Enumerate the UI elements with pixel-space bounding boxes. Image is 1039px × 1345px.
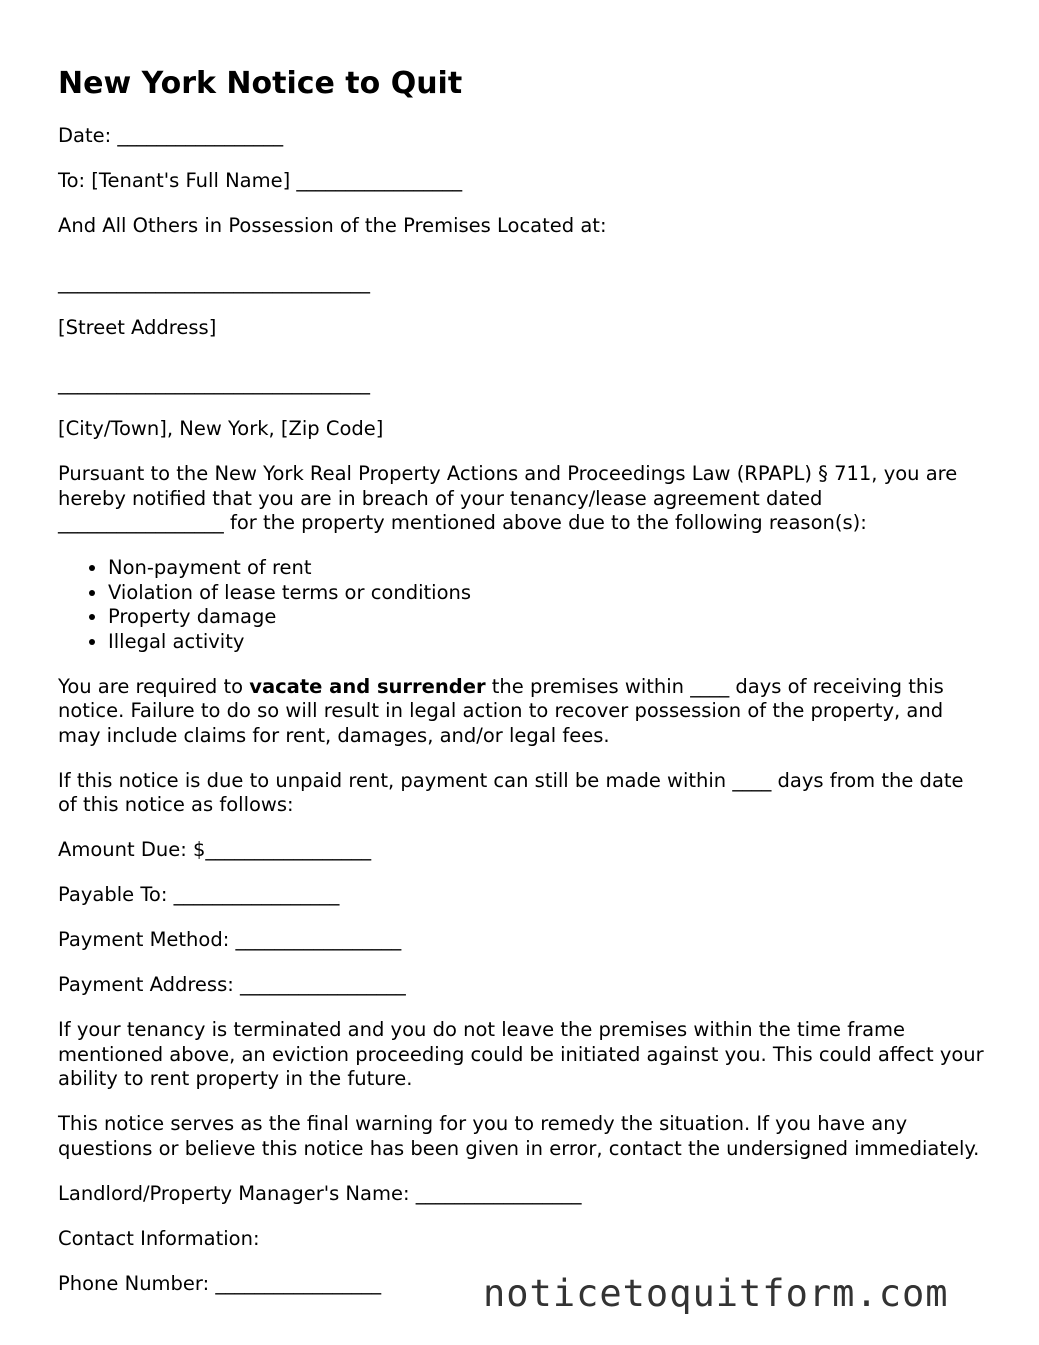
city-state-zip-label: [City/Town], New York, [Zip Code] [58, 417, 384, 440]
phone-number-line: Phone Number: _________________ [58, 1271, 382, 1295]
landlord-name-line: Landlord/Property Manager's Name: _________________ [58, 1181, 582, 1205]
terminated-paragraph: If your tenancy is terminated and you do not leave the premises within the time frame mentioned above, an eviction proceeding could be initiated against you. This could affect your ability to rent property in the future. [58, 1018, 984, 1090]
reason-item: • Violation of lease terms or conditions [108, 581, 988, 606]
vacate-text-before: You are required to [58, 674, 250, 698]
notice-document [58, 66, 988, 1317]
street-address-label: [Street Address] [58, 315, 217, 339]
payable-to-line: Payable To: _________________ [58, 883, 340, 906]
final-warning-paragraph: This notice serves as the final warning for you to remedy the situation. If you have any questions or believe this notice has been given in error, contact the undersigned immediately. [58, 1112, 980, 1160]
reason-item: • Non-payment of rent [108, 556, 988, 581]
unpaid-rent-paragraph: If this notice is due to unpaid rent, payment can still be made within ____ days from the date of this notice as follows: [58, 768, 964, 816]
payment-address-line: Payment Address: _________________ [58, 973, 406, 996]
contact-information-label: Contact Information: [58, 1226, 260, 1250]
reasons-list [58, 556, 988, 654]
address-blank-1: ________________________________ [58, 270, 370, 294]
pursuant-paragraph: Pursuant to the New York Real Property Actions and Proceedings Law (RPAPL) § 711, you are hereby notified that you are in breach of your tenancy/lease agreement dated _________________ for the property mentioned above due to the following reason(s): [58, 462, 958, 534]
reason-item: • Illegal activity [108, 630, 988, 655]
reason-item: • Property damage [108, 605, 988, 630]
tenant-name-line: To: [Tenant's Full Name] _________________ [58, 169, 463, 192]
document-title: New York Notice to Quit [58, 66, 463, 101]
amount-due-line: Amount Due: $_________________ [58, 838, 372, 861]
vacate-text-after: the premises within ____ days of receiving this notice. Failure to do so will result in legal action to recover possession of the property, and may include claims for rent, damages, and/or legal fees. [58, 674, 944, 747]
date-line: Date: _________________ [58, 124, 284, 147]
payment-method-line: Payment Method: _________________ [58, 928, 402, 951]
possession-line: And All Others in Possession of the Premises Located at: [58, 214, 607, 237]
site-watermark: noticetoquitform.com [483, 1272, 949, 1315]
vacate-paragraph [58, 675, 988, 749]
address-blank-2: ________________________________ [58, 372, 370, 395]
vacate-text-bold: vacate and surrender [249, 674, 486, 698]
